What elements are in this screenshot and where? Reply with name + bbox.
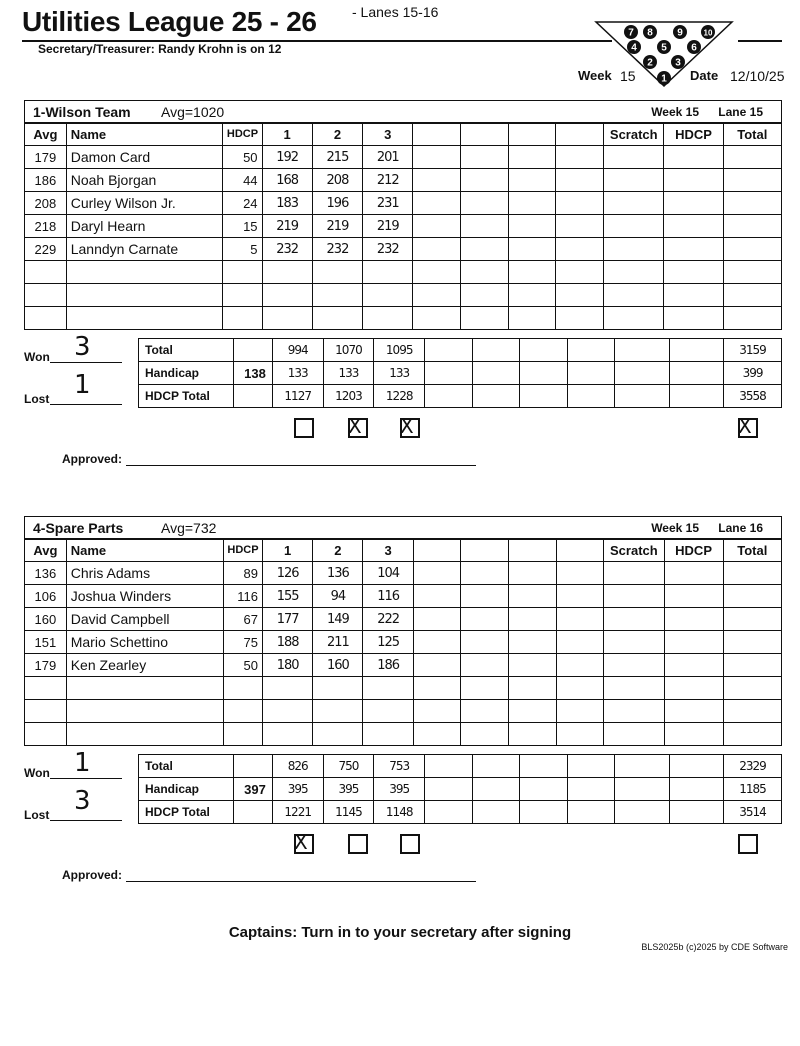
pin-number: 7 [628,27,634,39]
secretary-note: Secretary/Treasurer: Randy Krohn is on 12 [38,42,282,56]
player-average: 186 [25,169,67,192]
game3-score[interactable]: 186 [363,654,413,677]
totals-table [138,338,782,408]
pin-number: 9 [677,27,683,39]
table-row [25,654,782,677]
totals-row [139,755,782,778]
won-value[interactable]: 1 [74,748,91,778]
game1-score[interactable]: 177 [263,608,313,631]
game3-score[interactable]: 125 [363,631,413,654]
check-mark: X [294,830,308,854]
col-total: Total [723,539,781,562]
total-game1[interactable]: 826 [272,755,323,778]
col-name: Name [66,539,223,562]
totals-row [139,778,782,801]
win-checkbox[interactable] [348,834,368,854]
col-name: Name [66,123,223,146]
player-handicap: 24 [223,192,262,215]
date-label: Date [690,68,719,83]
player-average: 151 [25,631,67,654]
team-name: 1-Wilson Team [33,104,131,120]
totals-row [139,801,782,824]
col-hdcp: HDCP [223,123,262,146]
totals-label: Total [139,755,234,778]
game1-score[interactable]: 219 [262,215,312,238]
col-hdcp: HDCP [223,539,262,562]
player-average: 218 [25,215,67,238]
team-handicap: 138 [234,362,273,385]
game1-score[interactable]: 188 [263,631,313,654]
player-name: Ken Zearley [66,654,223,677]
game3-score[interactable]: 232 [363,238,413,261]
week-label: Week [578,68,612,83]
player-name: David Campbell [66,608,223,631]
handicap-game1[interactable]: 133 [272,362,323,385]
table-row [25,677,782,700]
win-checkbox[interactable] [348,414,368,438]
won-label: Won [24,766,50,780]
handicap-series[interactable]: 399 [724,362,782,385]
game2-score[interactable]: 136 [313,562,363,585]
total-series[interactable]: 3159 [724,339,782,362]
pin-number: 5 [661,42,667,54]
handicap-series[interactable]: 1185 [724,778,782,801]
lanes-label: - Lanes 15-16 [352,4,439,20]
team-lane: Lane 16 [718,521,763,535]
lost-value[interactable]: 1 [74,370,91,400]
lost-label: Lost [24,392,50,406]
player-handicap: 15 [223,215,262,238]
win-checkbox[interactable] [400,414,420,438]
team-name: 4-Spare Parts [33,520,124,536]
player-average: 136 [25,562,67,585]
win-checkbox[interactable] [738,414,758,438]
table-row [25,585,782,608]
player-name: Damon Card [66,146,223,169]
lost-line [50,404,122,405]
table-row [25,608,782,631]
game3-score[interactable]: 212 [363,169,413,192]
total-series[interactable]: 2329 [724,755,782,778]
scores-table [24,122,782,330]
table-row [25,631,782,654]
table-header-row [25,539,782,562]
player-name: Curley Wilson Jr. [66,192,223,215]
win-checkbox[interactable] [294,830,314,854]
team-week: Week 15 [651,105,699,119]
game2-score[interactable]: 149 [313,608,363,631]
hdcp_total-game1[interactable]: 1221 [272,801,323,824]
totals-row [139,362,782,385]
handicap-game2[interactable]: 133 [323,362,374,385]
totals-row [139,339,782,362]
win-checkbox[interactable] [400,834,420,854]
col-game1: 1 [263,539,313,562]
pin-number: 3 [675,57,681,69]
player-handicap: 116 [223,585,262,608]
pin-number: 8 [647,27,653,39]
handicap-game2[interactable]: 395 [323,778,374,801]
lost-line [50,820,122,821]
game3-score[interactable]: 222 [363,608,413,631]
player-name: Lanndyn Carnate [66,238,223,261]
col-game1: 1 [262,123,312,146]
col-hdcp-total: HDCP [664,539,723,562]
table-row [25,723,782,746]
pin-number: 1 [661,73,667,85]
player-average: 106 [25,585,67,608]
handicap-game3[interactable]: 133 [374,362,425,385]
game2-score[interactable]: 232 [312,238,362,261]
team-week: Week 15 [651,521,699,535]
totals-row [139,385,782,408]
col-game2: 2 [312,123,362,146]
game1-score[interactable]: 232 [262,238,312,261]
totals-label: Total [139,339,234,362]
hdcp_total-series[interactable]: 3558 [724,385,782,408]
game2-score[interactable]: 211 [313,631,363,654]
check-mark: X [738,414,752,438]
won-value[interactable]: 3 [74,332,91,362]
team-average: Avg=732 [161,520,217,536]
game1-score[interactable]: 192 [262,146,312,169]
copyright: BLS2025b (c)2025 by CDE Software [641,942,788,952]
pin-number: 6 [691,42,697,54]
col-hdcp-total: HDCP [664,123,723,146]
player-handicap: 44 [223,169,262,192]
player-name: Daryl Hearn [66,215,223,238]
player-handicap: 75 [223,631,262,654]
table-row [25,284,782,307]
col-avg: Avg [25,539,67,562]
pin-number: 2 [647,57,653,69]
won-label: Won [24,350,50,364]
won-line [50,778,122,779]
approved-signature-line[interactable] [126,465,476,466]
hdcp_total-series[interactable]: 3514 [724,801,782,824]
game1-score[interactable]: 183 [262,192,312,215]
game3-score[interactable]: 116 [363,585,413,608]
player-handicap: 89 [223,562,262,585]
totals-label: Handicap [139,362,234,385]
player-average: 229 [25,238,67,261]
col-game2: 2 [313,539,363,562]
player-handicap: 50 [223,146,262,169]
game1-score[interactable]: 126 [263,562,313,585]
check-mark: X [348,414,362,438]
game2-score[interactable]: 208 [312,169,362,192]
player-average: 208 [25,192,67,215]
game3-score[interactable]: 219 [363,215,413,238]
game2-score[interactable]: 160 [313,654,363,677]
game3-score[interactable]: 231 [363,192,413,215]
team-header-bar [24,516,782,540]
hdcp_total-game3[interactable]: 1228 [374,385,425,408]
col-avg: Avg [25,123,67,146]
player-average: 160 [25,608,67,631]
player-handicap: 5 [223,238,262,261]
approved-label: Approved: [62,868,122,882]
col-scratch: Scratch [604,539,664,562]
scores-table [24,538,782,746]
table-row [25,192,782,215]
team-lane: Lane 15 [718,105,763,119]
footer-instruction: Captains: Turn in to your secretary after signing [228,924,572,941]
win-checkbox[interactable] [738,834,758,854]
handicap-game3[interactable]: 395 [374,778,425,801]
hdcp_total-game2[interactable]: 1203 [323,385,374,408]
won-line [50,362,122,363]
game1-score[interactable]: 180 [263,654,313,677]
player-handicap: 50 [223,654,262,677]
team-header-bar [24,100,782,124]
player-average: 179 [25,654,67,677]
date-value: 12/10/25 [730,68,785,84]
lost-label: Lost [24,808,50,822]
team-handicap: 397 [234,778,273,801]
game1-score[interactable]: 168 [262,169,312,192]
game2-score[interactable]: 196 [312,192,362,215]
player-name: Mario Schettino [66,631,223,654]
col-game3: 3 [363,539,413,562]
table-row [25,562,782,585]
total-game2[interactable]: 750 [323,755,374,778]
check-mark: X [400,414,414,438]
league-title: Utilities League 25 - 26 [22,6,317,37]
table-row [25,307,782,330]
win-checkbox[interactable] [294,418,314,438]
player-name: Noah Bjorgan [66,169,223,192]
team-average: Avg=1020 [161,104,225,120]
hdcp_total-game3[interactable]: 1148 [374,801,425,824]
player-name: Chris Adams [66,562,223,585]
hdcp_total-game2[interactable]: 1145 [323,801,374,824]
lost-value[interactable]: 3 [74,786,91,816]
hdcp_total-game1[interactable]: 1127 [272,385,323,408]
totals-label: HDCP Total [139,385,234,408]
table-row [25,261,782,284]
approved-label: Approved: [62,452,122,466]
total-game2[interactable]: 1070 [323,339,374,362]
player-average: 179 [25,146,67,169]
total-game3[interactable]: 753 [374,755,425,778]
game2-score[interactable]: 219 [312,215,362,238]
game1-score[interactable]: 155 [263,585,313,608]
table-row [25,215,782,238]
approved-signature-line[interactable] [126,881,476,882]
pin-number: 4 [631,42,637,54]
table-row [25,238,782,261]
table-row [25,700,782,723]
player-handicap: 67 [223,608,262,631]
table-header-row [25,123,782,146]
col-scratch: Scratch [604,123,664,146]
totals-label: HDCP Total [139,801,234,824]
table-row [25,169,782,192]
col-total: Total [723,123,781,146]
game2-score[interactable]: 94 [313,585,363,608]
pin-number: 10 [703,28,713,38]
totals-label: Handicap [139,778,234,801]
total-game3[interactable]: 1095 [374,339,425,362]
totals-table [138,754,782,824]
handicap-game1[interactable]: 395 [272,778,323,801]
total-game1[interactable]: 994 [272,339,323,362]
player-name: Joshua Winders [66,585,223,608]
header-rule-right [738,40,782,42]
game3-score[interactable]: 201 [363,146,413,169]
col-game3: 3 [363,123,413,146]
game2-score[interactable]: 215 [312,146,362,169]
game3-score[interactable]: 104 [363,562,413,585]
week-value: 15 [620,68,636,84]
table-row [25,146,782,169]
